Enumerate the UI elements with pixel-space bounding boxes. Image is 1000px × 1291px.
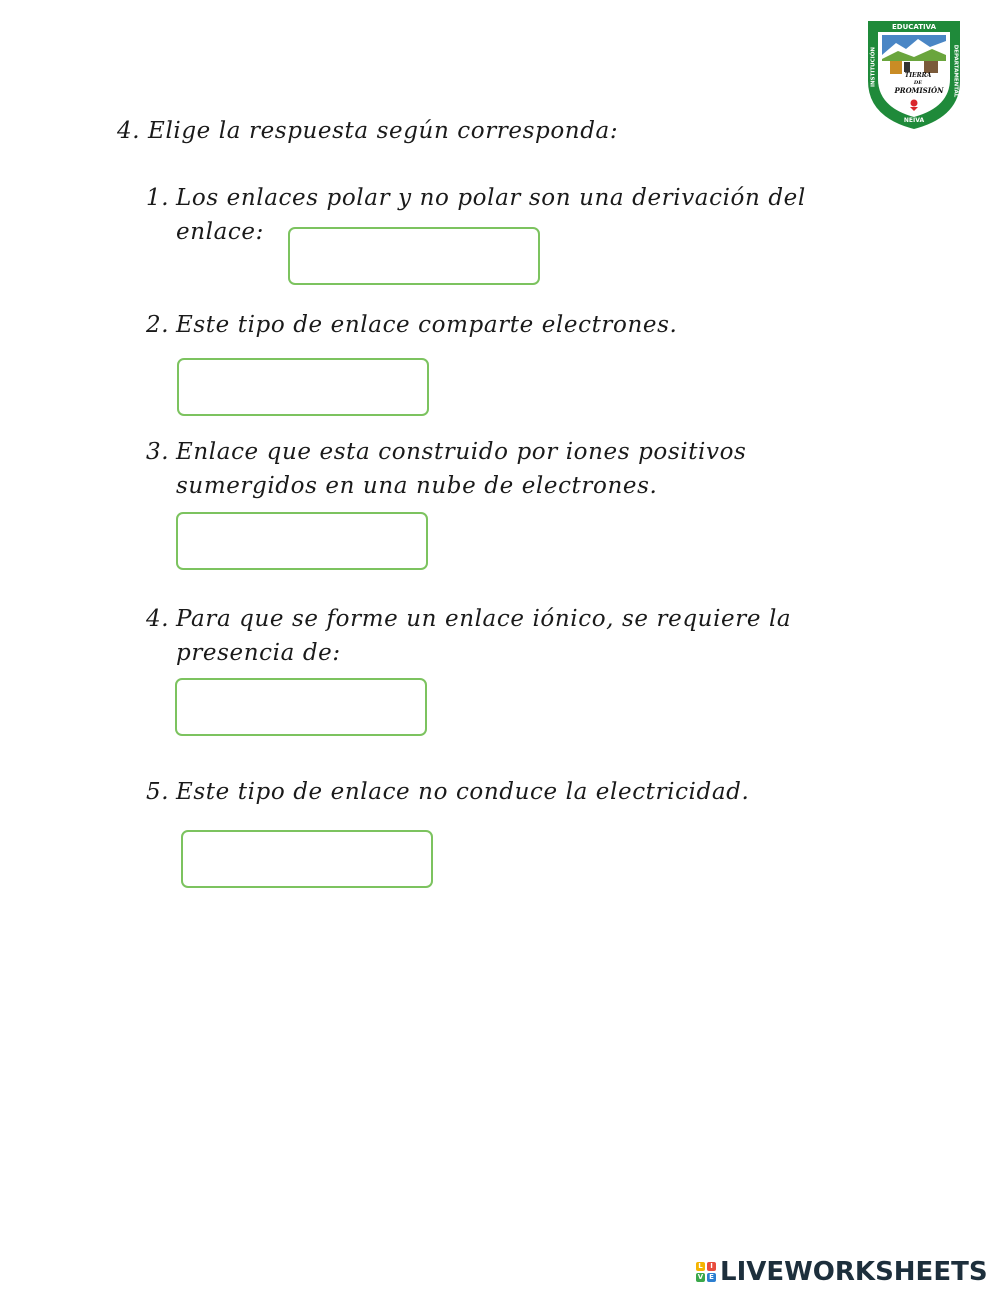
crest-banner-line2: DE	[913, 80, 923, 86]
brand-icon-letter-v: V	[697, 1273, 704, 1281]
question-3-answer-input[interactable]	[176, 512, 428, 570]
question-2-text: Este tipo de enlace comparte electrones.	[176, 312, 678, 338]
crest-right-text: DEPARTAMENTAL	[952, 44, 959, 98]
question-4-answer-input[interactable]	[175, 678, 427, 736]
question-4-text-continued: presencia de:	[176, 640, 341, 666]
question-1-answer-input[interactable]	[288, 227, 540, 285]
brand-name: LIVEWORKSHEETS	[720, 1257, 988, 1287]
question-1-text: Los enlaces polar y no polar son una derivación del	[176, 185, 806, 211]
crest-top-text: EDUCATIVA	[891, 23, 937, 31]
crest-banner-line1: TIERRA	[904, 72, 932, 79]
school-crest-logo	[866, 19, 962, 131]
crest-banner-line3: PROMISIÓN	[894, 86, 944, 95]
question-3-text: Enlace que esta construido por iones positivos	[176, 439, 747, 465]
crest-left-text: INSTITUCIÓN	[870, 47, 877, 87]
question-1-text-continued: enlace:	[176, 219, 264, 245]
question-3-number: 3.	[146, 439, 170, 465]
question-4-text: Para que se forme un enlace iónico, se requiere la	[176, 606, 792, 632]
question-5-number: 5.	[146, 779, 170, 805]
liveworksheets-brand	[696, 1254, 988, 1290]
question-2-answer-input[interactable]	[177, 358, 429, 416]
question-3-text-continued: sumergidos en una nube de electrones.	[176, 473, 658, 499]
liveworksheets-icon	[696, 1262, 716, 1282]
question-2-number: 2.	[146, 312, 170, 338]
brand-icon-letter-i: I	[707, 1262, 716, 1271]
question-1-number: 1.	[146, 185, 170, 211]
crest-bottom-text: NEIVA	[903, 117, 925, 124]
instruction-heading: 4. Elige la respuesta según corresponda:	[117, 118, 619, 144]
brand-icon-letter-l: L	[696, 1262, 705, 1271]
brand-icon-letter-e: E	[707, 1273, 716, 1282]
question-4-number: 4.	[146, 606, 170, 632]
question-5-text: Este tipo de enlace no conduce la electricidad.	[176, 779, 750, 805]
question-5-answer-input[interactable]	[181, 830, 433, 888]
